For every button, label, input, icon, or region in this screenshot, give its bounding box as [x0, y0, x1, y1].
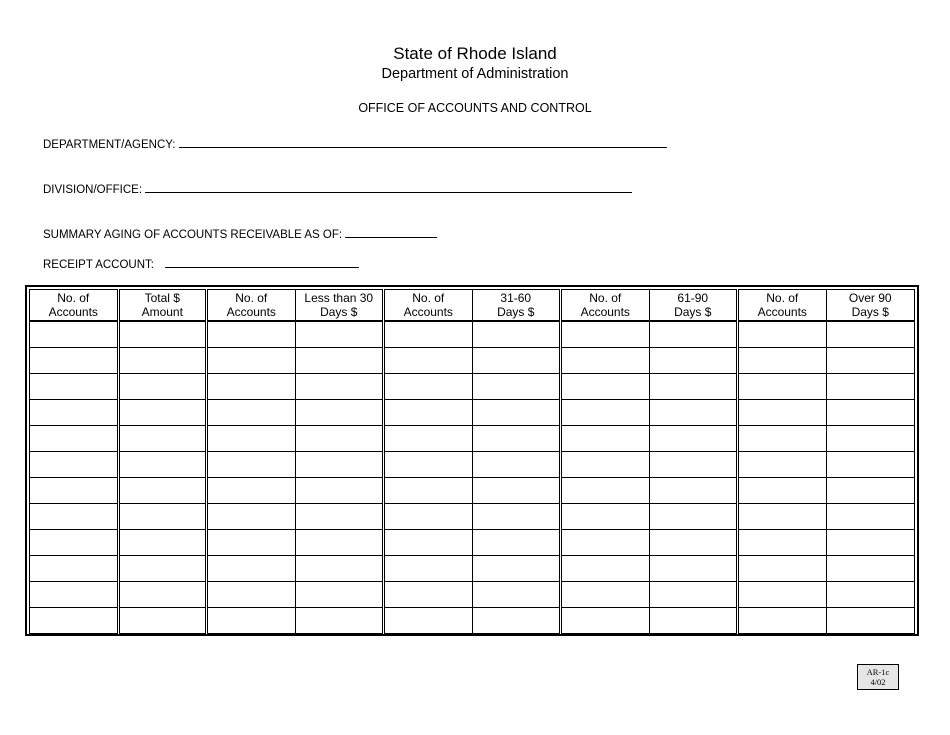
table-cell[interactable]: [649, 582, 738, 608]
table-cell[interactable]: [649, 530, 738, 556]
table-cell[interactable]: [207, 608, 296, 634]
table-cell[interactable]: [30, 582, 119, 608]
table-cell[interactable]: [118, 556, 207, 582]
receipt-account-field: [43, 257, 359, 271]
table-cell[interactable]: [826, 582, 915, 608]
table-cell[interactable]: [738, 400, 827, 426]
table-cell[interactable]: [384, 400, 473, 426]
col-header: No. of Accounts: [738, 290, 827, 322]
table-cell[interactable]: [649, 556, 738, 582]
table-cell[interactable]: [30, 478, 119, 504]
table-cell[interactable]: [472, 608, 561, 634]
table-cell[interactable]: [472, 348, 561, 374]
table-cell[interactable]: [295, 452, 384, 478]
table-cell[interactable]: [118, 608, 207, 634]
table-cell[interactable]: [30, 530, 119, 556]
table-cell[interactable]: [826, 504, 915, 530]
table-cell[interactable]: [561, 400, 650, 426]
table-cell[interactable]: [30, 556, 119, 582]
table-cell[interactable]: [472, 321, 561, 348]
table-cell[interactable]: [207, 348, 296, 374]
table-cell[interactable]: [30, 608, 119, 634]
table-cell[interactable]: [295, 400, 384, 426]
col-header: Total $ Amount: [118, 290, 207, 322]
table-cell[interactable]: [207, 374, 296, 400]
table-cell[interactable]: [738, 504, 827, 530]
table-cell[interactable]: [118, 426, 207, 452]
table-header-row: [30, 290, 915, 322]
table-cell[interactable]: [738, 478, 827, 504]
table-cell[interactable]: [207, 321, 296, 348]
table-row: [30, 348, 915, 374]
table-cell[interactable]: [207, 452, 296, 478]
table-cell[interactable]: [649, 348, 738, 374]
table-cell[interactable]: [472, 530, 561, 556]
table-cell[interactable]: [561, 426, 650, 452]
table-cell[interactable]: [30, 504, 119, 530]
table-cell[interactable]: [738, 348, 827, 374]
summary-aging-date-line[interactable]: [345, 227, 437, 238]
table-cell[interactable]: [826, 452, 915, 478]
form-code: AR-1c: [866, 667, 890, 677]
table-cell[interactable]: [384, 321, 473, 348]
table-cell[interactable]: [207, 504, 296, 530]
table-cell[interactable]: [649, 608, 738, 634]
table-cell[interactable]: [649, 374, 738, 400]
table-cell[interactable]: [295, 374, 384, 400]
table-cell[interactable]: [384, 452, 473, 478]
table-cell[interactable]: [826, 321, 915, 348]
table-cell[interactable]: [826, 374, 915, 400]
table-row: [30, 452, 915, 478]
table-cell[interactable]: [561, 478, 650, 504]
division-office-field: [43, 182, 632, 196]
table-cell[interactable]: [207, 426, 296, 452]
table-cell[interactable]: [826, 426, 915, 452]
table-cell[interactable]: [207, 478, 296, 504]
table-cell[interactable]: [738, 608, 827, 634]
table-cell[interactable]: [295, 530, 384, 556]
table-cell[interactable]: [118, 478, 207, 504]
office-heading: OFFICE OF ACCOUNTS AND CONTROL: [358, 101, 592, 115]
table-cell[interactable]: [384, 348, 473, 374]
table-cell[interactable]: [738, 426, 827, 452]
table-cell[interactable]: [30, 321, 119, 348]
table-cell[interactable]: [561, 348, 650, 374]
division-office-input-line[interactable]: [145, 182, 632, 193]
table-cell[interactable]: [384, 426, 473, 452]
table-cell[interactable]: [118, 582, 207, 608]
table-cell[interactable]: [561, 321, 650, 348]
table-row: [30, 400, 915, 426]
table-cell[interactable]: [561, 530, 650, 556]
table-cell[interactable]: [738, 321, 827, 348]
table-cell[interactable]: [30, 426, 119, 452]
aging-table: [29, 289, 915, 634]
col-header: Over 90 Days $: [826, 290, 915, 322]
table-cell[interactable]: [472, 556, 561, 582]
table-cell[interactable]: [826, 530, 915, 556]
department-agency-label: DEPARTMENT/AGENCY:: [43, 139, 176, 151]
table-cell[interactable]: [649, 400, 738, 426]
table-cell[interactable]: [384, 608, 473, 634]
table-cell[interactable]: [30, 452, 119, 478]
receipt-account-input-line[interactable]: [165, 257, 359, 268]
table-cell[interactable]: [118, 452, 207, 478]
table-cell[interactable]: [118, 530, 207, 556]
table-cell[interactable]: [472, 400, 561, 426]
table-cell[interactable]: [207, 582, 296, 608]
table-cell[interactable]: [561, 582, 650, 608]
col-header: No. of Accounts: [207, 290, 296, 322]
table-row: [30, 321, 915, 348]
table-cell[interactable]: [30, 374, 119, 400]
table-cell[interactable]: [207, 556, 296, 582]
table-cell[interactable]: [738, 530, 827, 556]
table-cell[interactable]: [649, 426, 738, 452]
col-header: No. of Accounts: [561, 290, 650, 322]
table-cell[interactable]: [384, 374, 473, 400]
table-cell[interactable]: [826, 348, 915, 374]
table-cell[interactable]: [295, 348, 384, 374]
col-header: Less than 30 Days $: [295, 290, 384, 322]
table-cell[interactable]: [561, 504, 650, 530]
table-cell[interactable]: [118, 504, 207, 530]
table-cell[interactable]: [826, 400, 915, 426]
col-header: No. of Accounts: [384, 290, 473, 322]
table-cell[interactable]: [649, 321, 738, 348]
table-cell[interactable]: [295, 321, 384, 348]
table-cell[interactable]: [561, 452, 650, 478]
receipt-account-label: RECEIPT ACCOUNT:: [43, 259, 154, 271]
table-cell[interactable]: [738, 374, 827, 400]
division-office-label: DIVISION/OFFICE:: [43, 184, 143, 196]
table-cell[interactable]: [295, 556, 384, 582]
table-cell[interactable]: [30, 348, 119, 374]
table-row: [30, 374, 915, 400]
table-cell[interactable]: [472, 426, 561, 452]
table-cell[interactable]: [30, 400, 119, 426]
table-cell[interactable]: [472, 452, 561, 478]
table-cell[interactable]: [384, 504, 473, 530]
col-header: 61-90 Days $: [649, 290, 738, 322]
table-cell[interactable]: [118, 374, 207, 400]
table-cell[interactable]: [738, 582, 827, 608]
table-row: [30, 608, 915, 634]
table-row: [30, 530, 915, 556]
department-agency-input-line[interactable]: [179, 137, 667, 148]
table-cell[interactable]: [738, 452, 827, 478]
table-cell[interactable]: [472, 374, 561, 400]
table-cell[interactable]: [384, 556, 473, 582]
table-cell[interactable]: [649, 478, 738, 504]
department-subtitle: Department of Administration: [381, 66, 569, 82]
table-cell[interactable]: [472, 582, 561, 608]
table-cell[interactable]: [472, 478, 561, 504]
col-header: 31-60 Days $: [472, 290, 561, 322]
col-header: No. of Accounts: [30, 290, 119, 322]
table-cell[interactable]: [118, 348, 207, 374]
table-cell[interactable]: [295, 478, 384, 504]
table-row: [30, 478, 915, 504]
table-row: [30, 426, 915, 452]
table-cell[interactable]: [118, 400, 207, 426]
table-cell[interactable]: [207, 400, 296, 426]
table-cell[interactable]: [384, 530, 473, 556]
summary-aging-field: [43, 227, 437, 241]
table-cell[interactable]: [207, 530, 296, 556]
table-row: [30, 556, 915, 582]
table-cell[interactable]: [472, 504, 561, 530]
table-row: [30, 582, 915, 608]
table-cell[interactable]: [295, 426, 384, 452]
table-cell[interactable]: [826, 478, 915, 504]
department-agency-field: [43, 137, 667, 151]
page-title: State of Rhode Island: [393, 44, 557, 63]
table-cell[interactable]: [738, 556, 827, 582]
table-cell[interactable]: [826, 608, 915, 634]
form-date: 4/02: [870, 677, 886, 687]
table-cell[interactable]: [295, 608, 384, 634]
table-cell[interactable]: [384, 582, 473, 608]
aging-table-frame: [25, 285, 919, 636]
table-cell[interactable]: [561, 556, 650, 582]
table-cell[interactable]: [384, 478, 473, 504]
table-row: [30, 504, 915, 530]
table-cell[interactable]: [118, 321, 207, 348]
summary-aging-label: SUMMARY AGING OF ACCOUNTS RECEIVABLE AS OF:: [43, 229, 343, 241]
table-cell[interactable]: [649, 452, 738, 478]
table-cell[interactable]: [561, 608, 650, 634]
table-cell[interactable]: [295, 504, 384, 530]
table-cell[interactable]: [649, 504, 738, 530]
form-id-box: [857, 664, 899, 690]
table-cell[interactable]: [826, 556, 915, 582]
table-cell[interactable]: [561, 374, 650, 400]
table-cell[interactable]: [295, 582, 384, 608]
